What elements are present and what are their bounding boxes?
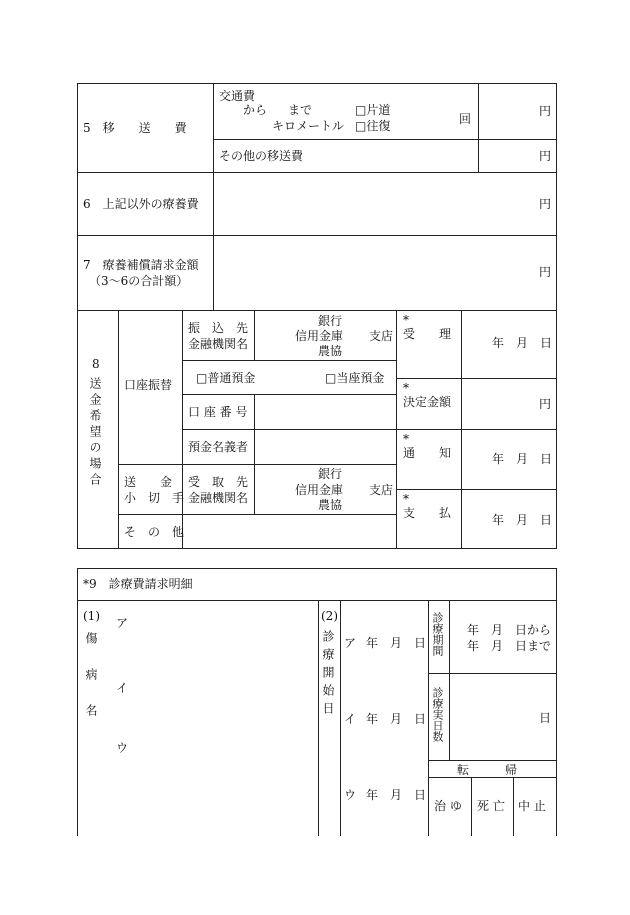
row8-col3a-line: [254, 310, 255, 360]
row6-label: 6 上記以外の療養費: [83, 197, 199, 211]
table1-right-border: [556, 83, 557, 549]
other-method-label: そ の 他: [124, 525, 185, 539]
row8-col3d-line: [254, 464, 255, 514]
remit-line1: 送 金: [124, 475, 173, 489]
row7-bottom-line: [77, 310, 557, 311]
row7-label-line1: 7 療養補償請求金額: [83, 258, 199, 272]
days-bottom-line: [428, 760, 556, 761]
start-date-a: 年 月 日: [366, 636, 427, 650]
row5-mid-line: [213, 139, 557, 140]
transport-title: 交通費: [219, 89, 256, 103]
row7-yen: 円: [539, 265, 552, 279]
row8-h1: [182, 360, 396, 361]
section9-right-border: [556, 568, 557, 836]
section9-top-border: [77, 568, 557, 569]
table1-bottom-border: [77, 548, 557, 549]
days-label: 診療実日数: [431, 687, 444, 742]
row5-label: 5 移 送 費: [83, 121, 187, 135]
bank-dest-line1: 振 込 先: [188, 321, 249, 335]
payment-date: 年 月 日: [492, 513, 553, 527]
row7-label-line2: （3～6の合計額）: [89, 274, 189, 288]
recv-bank-name-2: 信用金庫: [295, 483, 344, 497]
injury-item-u: ウ: [116, 741, 129, 755]
notice-ast: *: [403, 432, 409, 446]
row8-h2: [182, 394, 396, 395]
account-transfer-label: 口座振替: [124, 378, 173, 392]
transport-yen: 円: [539, 104, 552, 118]
bank-name-2: 信用金庫: [295, 329, 344, 343]
payment-ast: *: [403, 492, 409, 506]
remit-line2: 小 切 手: [124, 491, 185, 505]
roundtrip-checkbox[interactable]: □往復: [355, 119, 391, 133]
section9-col2-line: [340, 600, 341, 836]
period-from: 年 月 日から: [467, 623, 552, 637]
row8-right-h3: [396, 489, 556, 490]
period-bottom-line: [428, 673, 556, 674]
row8-num: 8: [92, 357, 100, 371]
receipt-label: 受 理: [403, 327, 452, 341]
period-label: 診療期間: [431, 612, 444, 656]
row8-col3b-line: [254, 394, 255, 429]
section9-title: *9 診療費請求明細: [83, 577, 193, 591]
ordinary-deposit-checkbox[interactable]: □普通預金: [196, 371, 256, 385]
outcome-div1: [471, 777, 472, 836]
row8-h5: [118, 514, 396, 515]
injury-item-i: イ: [116, 681, 129, 695]
receipt-date: 年 月 日: [492, 336, 553, 350]
start-date-i: 年 月 日: [366, 712, 427, 726]
bank-name-3: 農協: [318, 344, 343, 358]
other-transport-label: その他の移送費: [219, 149, 304, 163]
row8-right-h2: [396, 429, 556, 430]
injury-label: 傷病名: [84, 632, 98, 740]
outcome-header-line: [428, 777, 556, 778]
row8-right-h1: [396, 378, 556, 379]
receipt-ast: *: [403, 313, 409, 327]
payment-label: 支 払: [403, 506, 452, 520]
other-transport-yen: 円: [539, 149, 552, 163]
times-unit: 回: [459, 112, 472, 126]
start-label: 診療開始日: [321, 630, 335, 720]
start-num: (2): [321, 609, 338, 623]
table1-left-border: [77, 83, 78, 549]
account-holder-label: 預金名義者: [188, 440, 249, 454]
outcome-div2: [513, 777, 514, 836]
recv-branch: 支店: [369, 483, 394, 497]
decided-amount-label: 決定金額: [403, 395, 452, 409]
row8-col3c-line: [254, 429, 255, 464]
days-unit: 日: [539, 711, 552, 725]
recv-line1: 受 取 先: [188, 475, 249, 489]
notice-date: 年 月 日: [492, 452, 553, 466]
yen-column-line: [478, 83, 479, 173]
current-deposit-checkbox[interactable]: □当座預金: [325, 371, 385, 385]
outcome-stop: 中 止: [518, 799, 546, 813]
notice-label: 通 知: [403, 446, 452, 460]
row8-h3: [182, 429, 396, 430]
recv-line2: 金融機関名: [188, 491, 249, 505]
oneway-checkbox[interactable]: □片道: [355, 103, 391, 117]
start-item-u: ウ: [344, 788, 357, 802]
injury-num: (1): [83, 609, 100, 623]
bank-name-1: 銀行: [318, 314, 343, 328]
section9-col4-line: [449, 600, 450, 760]
start-item-i: イ: [344, 712, 357, 726]
bank-dest-line2: 金融機関名: [188, 337, 249, 351]
row8-vertical-label: 送金希望の場合: [88, 377, 102, 489]
row8-h4: [118, 464, 396, 465]
start-item-a: ア: [344, 636, 357, 650]
section9-title-line: [77, 600, 557, 601]
injury-item-a: ア: [116, 616, 129, 630]
recv-bank-name-3: 農協: [318, 498, 343, 512]
decided-amount-yen: 円: [539, 397, 552, 411]
row5-bottom-line: [77, 172, 557, 173]
row6-yen: 円: [539, 197, 552, 211]
period-to: 年 月 日まで: [467, 639, 552, 653]
bank-branch: 支店: [369, 329, 394, 343]
outcome-header: 転 帰: [457, 763, 518, 777]
section9-col1-line: [318, 600, 319, 836]
decided-ast: *: [403, 381, 409, 395]
table1-top-border: [77, 83, 557, 84]
section9-left-border: [77, 568, 78, 836]
transport-km: キロメートル: [272, 119, 345, 133]
outcome-death: 死 亡: [477, 799, 505, 813]
row6-bottom-line: [77, 235, 557, 236]
outcome-cured: 治 ゆ: [434, 799, 462, 813]
transport-from: から: [243, 103, 268, 117]
label-column-line: [213, 83, 214, 311]
transport-until: まで: [288, 103, 313, 117]
recv-bank-name-1: 銀行: [318, 467, 343, 481]
section9-col3-line: [428, 600, 429, 836]
start-date-u: 年 月 日: [366, 788, 427, 802]
account-number-label: 口 座 番 号: [188, 405, 248, 419]
